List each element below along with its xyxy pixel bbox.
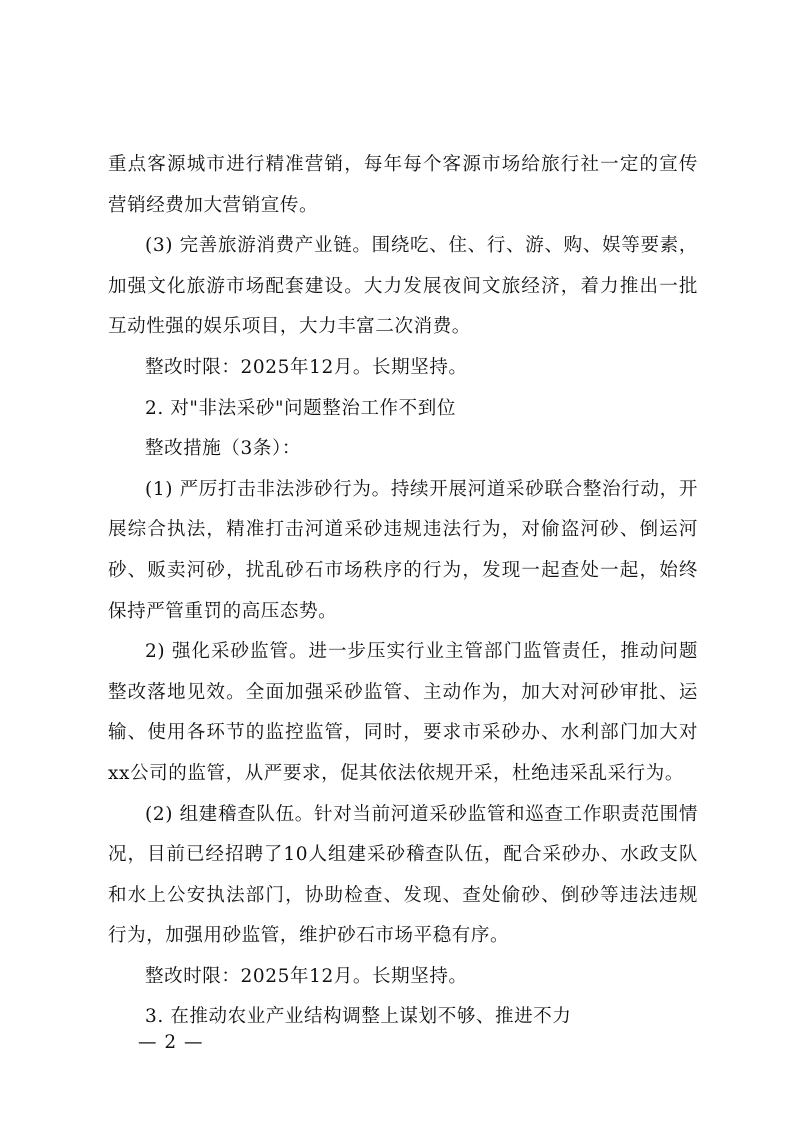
paragraph: 重点客源城市进行精准营销，每年每个客源市场给旅行社一定的宣传营销经费加大营销宣传。 [108, 154, 698, 216]
paragraph: 2) 强化采砂监管。进一步压实行业主管部门监管责任，推动问题整改落地见效。全面加强采砂监管、主动作为，加大对河砂审批、运输、使用各环节的监控监管，同时，要求市采砂办、水利部门加大对xx公司的监管，从严要求，促其依法依规开采，杜绝违采乱采行为。 [108, 641, 698, 784]
paragraph: 整改时限：2025年12月。长期坚持。 [145, 965, 468, 987]
section-heading: 2. 对"非法采砂"问题整治工作不到位 [145, 397, 456, 419]
paragraph: 整改措施（3条）： [145, 438, 301, 460]
paragraph: (2) 组建稽查队伍。针对当前河道采砂监管和巡查工作职责范围情况，目前已经招聘了10人组建采砂稽查队伍，配合采砂办、水政支队和水上公安执法部门，协助检查、发现、查处偷砂、倒砂等违法违规行为，加强用砂监管，维护砂石市场平稳有序。 [108, 803, 698, 947]
document-body [108, 145, 698, 1038]
paragraph: (3) 完善旅游消费产业链。围绕吃、住、行、游、购、娱等要素，加强文化旅游市场配套建设。大力发展夜间文旅经济，着力推出一批互动性强的娱乐项目，大力丰富二次消费。 [108, 235, 698, 338]
section-heading: 3. 在推动农业产业结构调整上谋划不够、推进不力 [145, 1006, 572, 1028]
paragraph: (1) 严厉打击非法涉砂行为。持续开展河道采砂联合整治行动，开展综合执法，精准打击河道采砂违规违法行为，对偷盗河砂、倒运河砂、贩卖河砂，扰乱砂石市场秩序的行为，发现一起查处一起，始终保持严管重罚的高压态势。 [108, 478, 698, 622]
page-number: — 2 — [138, 1032, 204, 1053]
paragraph: 整改时限：2025年12月。长期坚持。 [145, 356, 468, 378]
